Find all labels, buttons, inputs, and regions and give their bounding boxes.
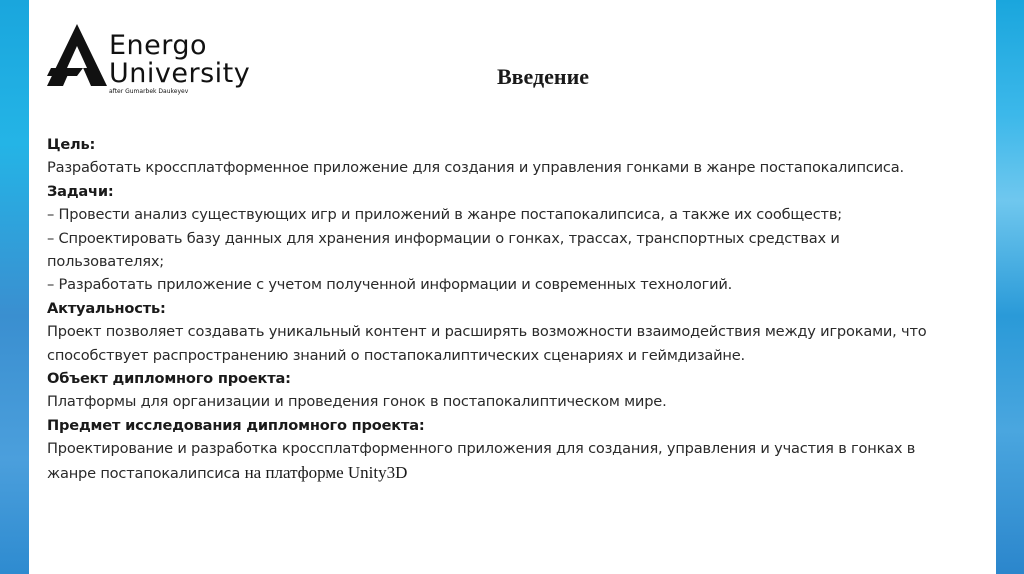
- subject-tail: на платформе Unity3D: [244, 462, 408, 482]
- object-heading: Объект дипломного проекта:: [47, 370, 291, 388]
- subject-heading: Предмет исследования дипломного проекта:: [47, 416, 425, 434]
- subject-paragraph: [47, 437, 947, 485]
- left-decorative-band: [0, 0, 29, 574]
- right-decorative-band: [996, 0, 1024, 574]
- logo-wordmark: [109, 32, 250, 88]
- task-item: – Провести анализ существующих игр и приложений в жанре постапокалипсиса, а также их сообществ;: [47, 206, 842, 224]
- slide: [29, 0, 996, 574]
- task-item: – Спроектировать базу данных для хранения информации о гонках, трассах, транспортных средствах и пользователях;: [47, 229, 840, 271]
- slide-title: Введение: [496, 64, 590, 89]
- energo-university-logo: [47, 24, 267, 99]
- logo-subtitle: after Gumarbek Daukeyev: [109, 88, 189, 95]
- subject-text: Проектирование и разработка кроссплатформенного приложения для создания, управления и участия в гонках в жанре постапокалипсиса: [47, 440, 916, 482]
- goal-text: Разработать кроссплатформенное приложение для создания и управления гонками в жанре постапокалипсиса.: [47, 159, 904, 177]
- logo-line-1: Energo: [109, 30, 208, 61]
- logo-line-2: University: [109, 58, 251, 89]
- object-text: Платформы для организации и проведения гонок в постапокалиптическом мире.: [47, 393, 667, 411]
- goal-heading: Цель:: [47, 136, 96, 153]
- tasks-heading: Задачи:: [47, 182, 114, 200]
- slide-content: [47, 133, 947, 485]
- relevance-heading: Актуальность:: [47, 299, 166, 317]
- relevance-text: Проект позволяет создавать уникальный контент и расширять возможности взаимодействия между игроками, что способствует распространению знаний о постапокалиптических сценариях и геймдизайне.: [47, 323, 927, 364]
- logo-mark-icon: [47, 24, 107, 88]
- task-item: – Разработать приложение с учетом полученной информации и современных технологий.: [47, 276, 733, 294]
